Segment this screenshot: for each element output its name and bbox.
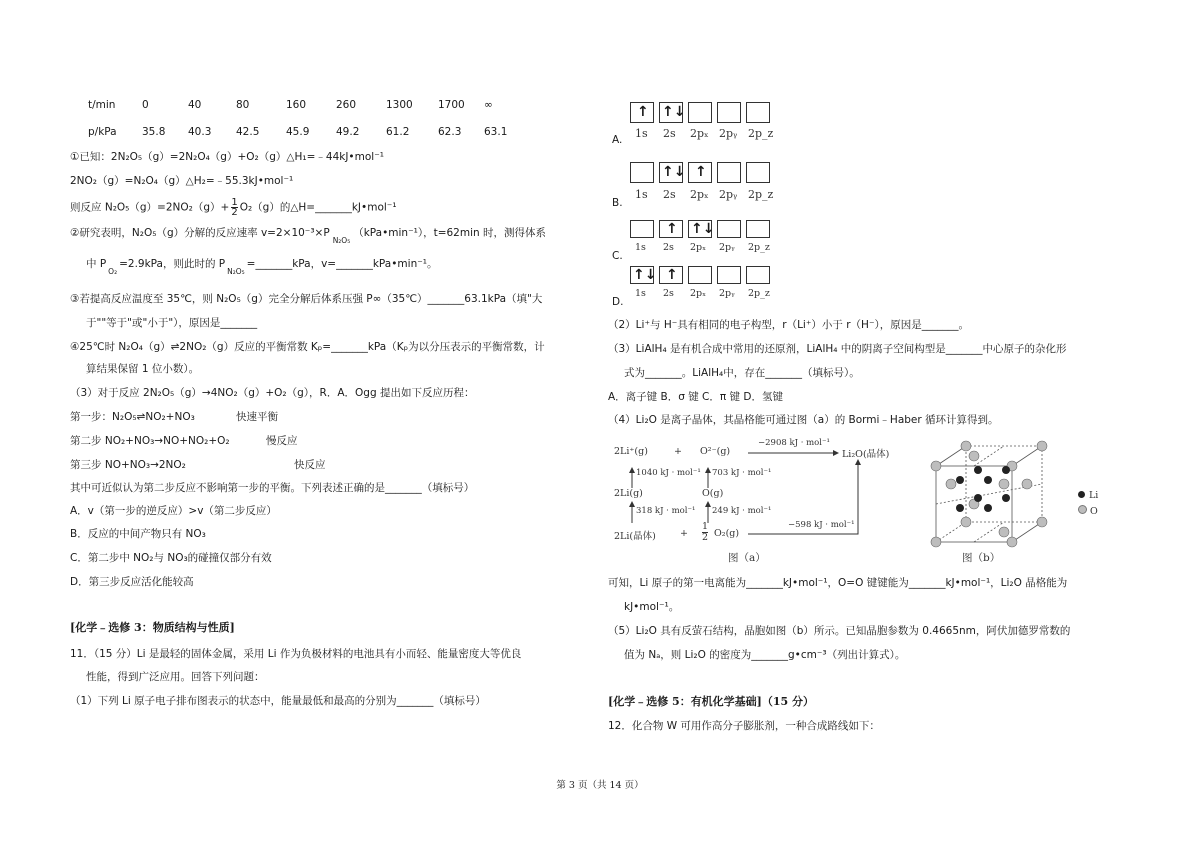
subscript: N₂O₅	[332, 236, 351, 245]
legend-o	[1078, 505, 1098, 517]
text-span: =2.9kPa，则此时的 P	[119, 258, 226, 270]
orbital-box	[630, 162, 654, 183]
cycle-label: Li₂O(晶体)	[842, 449, 890, 460]
orbital-box: ↑↓	[659, 162, 683, 183]
orbital-box	[717, 162, 741, 183]
orbital-box	[630, 220, 654, 238]
table-cell: 35.8	[142, 126, 166, 138]
step-rate: 慢反应	[266, 435, 298, 447]
orbital-label: 2p_z	[748, 127, 774, 140]
orbital-label: 2pₓ	[690, 188, 709, 201]
orbital-label: 2p_z	[748, 242, 770, 253]
orbital-box	[746, 266, 770, 284]
subscript: N₂O₅	[227, 267, 245, 276]
table-cell: 40.3	[188, 126, 212, 138]
orbital-label: 2s	[663, 288, 674, 299]
table-cell: 0	[142, 99, 149, 111]
section-title-3: [化学﹣选修 3：物质结构与性质]	[70, 621, 235, 634]
text-span: ②研究表明，N₂O₅（g）分解的反应速率 v=2×10⁻³×P	[70, 227, 330, 239]
legend-li	[1078, 490, 1098, 501]
born-haber-figure	[608, 438, 908, 568]
cycle-energy: 1040 kJ · mol⁻¹	[636, 468, 701, 478]
step-line	[70, 434, 298, 448]
orbital-box	[746, 102, 770, 123]
legend-label: Li	[1089, 490, 1099, 501]
cycle-label: O₂(g)	[714, 528, 740, 539]
step-rate: 快反应	[294, 459, 326, 471]
figure-caption-a: 图（a）	[728, 552, 766, 564]
cycle-label: +	[674, 446, 682, 457]
fraction-denominator: 2	[702, 532, 709, 543]
text-line: 算结果保留 1 位小数）。	[86, 363, 200, 375]
table-cell: 160	[286, 99, 307, 111]
cycle-label: +	[680, 528, 688, 539]
orbital-box	[688, 102, 712, 123]
table-label-pressure: p/kPa	[88, 126, 117, 138]
table-cell: 62.3	[438, 126, 462, 138]
orbital-box: ↑	[659, 266, 683, 284]
orbital-label: 2p_z	[748, 288, 770, 299]
orbital-box	[746, 220, 770, 238]
orbital-label: 2s	[663, 127, 676, 140]
step-text: 第一步：N₂O₅⇌NO₂+NO₃	[70, 411, 195, 423]
fraction	[231, 198, 237, 217]
li-dot-icon	[1078, 491, 1085, 498]
table-cell: 49.2	[336, 126, 360, 138]
cycle-energy: 318 kJ · mol⁻¹	[636, 506, 696, 516]
orbital-label: 2pᵧ	[719, 242, 735, 253]
orbital-box: ↑↓	[659, 102, 683, 123]
o-dot-icon	[1078, 505, 1087, 514]
text-line: （2）Li⁺与 H⁻具有相同的电子构型，r（Li⁺）小于 r（H⁻），原因是_______。	[608, 319, 969, 331]
text-line: 12．化合物 W 可用作高分子膨胀剂，一种合成路线如下：	[608, 720, 880, 732]
orbital-label: 2pₓ	[690, 288, 707, 299]
table-row-pressure	[88, 125, 524, 139]
orbital-label: 2pᵧ	[719, 188, 738, 201]
text-line	[70, 257, 438, 276]
text-line: ③若提高反应温度至 35℃，则 N₂O₅（g）完全分解后体系压强 P∞（35℃）_______63.1kPa（填"大	[70, 293, 543, 305]
orbital-label: 2pₓ	[690, 242, 707, 253]
orbital-label: 2pᵧ	[719, 288, 735, 299]
orbital-label: 1s	[635, 242, 646, 253]
crystal-cell-figure	[926, 440, 1066, 568]
fraction-numerator: 1	[231, 197, 238, 208]
text-span: （kPa•min⁻¹），t=62min 时，测得体系	[353, 227, 547, 239]
orbital-option-c: C.	[612, 250, 623, 262]
text-line: 性能，得到广泛应用。回答下列问题：	[86, 671, 265, 683]
table-cell: 63.1	[484, 126, 508, 138]
text-line	[70, 226, 547, 245]
orbital-box: ↑	[630, 102, 654, 123]
table-cell: 80	[236, 99, 250, 111]
text-line: （3）LiAlH₄ 是有机合成中常用的还原剂，LiAlH₄ 中的阴离子空间构型是_______中心原子的杂化形	[608, 343, 1067, 355]
text-line: 于""等于"或"小于"），原因是_______	[86, 317, 258, 329]
text-line: kJ•mol⁻¹。	[624, 601, 680, 613]
orbital-label: 1s	[635, 188, 648, 201]
cycle-label: O(g)	[702, 488, 724, 499]
cycle-label: 2Li(g)	[614, 488, 643, 499]
orbital-box	[717, 102, 741, 123]
legend-label: O	[1090, 506, 1098, 517]
table-cell: 1700	[438, 99, 465, 111]
option-c: C．第二步中 NO₂与 NO₃的碰撞仅部分有效	[70, 552, 272, 564]
fraction-denominator: 2	[231, 207, 238, 218]
table-cell: ∞	[484, 99, 493, 111]
cycle-label: O²⁻(g)	[700, 446, 731, 457]
orbital-box	[746, 162, 770, 183]
cycle-energy: 249 kJ · mol⁻¹	[712, 506, 772, 516]
table-row-time	[88, 98, 524, 112]
option-d: D．第三步反应活化能较高	[70, 576, 194, 588]
cycle-label: 2Li⁺(g)	[614, 446, 648, 457]
orbital-box	[688, 266, 712, 284]
orbital-label: 1s	[635, 127, 648, 140]
table-cell: 61.2	[386, 126, 410, 138]
text-line: （1）下列 Li 原子电子排布图表示的状态中，能量最低和最高的分别为_______（填标号）	[70, 695, 486, 707]
text-span: O₂（g）的△H=_______kJ•mol⁻¹	[239, 201, 397, 214]
step-text: 第三步 NO+NO₃→2NO₂	[70, 459, 186, 471]
table-cell: 260	[336, 99, 357, 111]
orbital-box	[717, 220, 741, 238]
cycle-fraction	[702, 522, 708, 543]
orbital-label: 1s	[635, 288, 646, 299]
cycle-energy: −598 kJ · mol⁻¹	[788, 520, 855, 530]
table-cell: 42.5	[236, 126, 260, 138]
figure-caption-b: 图（b）	[962, 552, 1001, 564]
table-label-time: t/min	[88, 99, 116, 111]
text-line: （4）Li₂O 是离子晶体，其晶格能可通过图（a）的 Bormi﹣Haber 循环计算得到。	[608, 414, 999, 426]
orbital-box: ↑↓	[688, 220, 712, 238]
orbital-box: ↑	[688, 162, 712, 183]
orbital-box: ↑↓	[630, 266, 654, 284]
text-line: 可知，Li 原子的第一电离能为_______kJ•mol⁻¹，O=O 键键能为_______kJ•mol⁻¹，Li₂O 晶格能为	[608, 577, 1068, 589]
text-line	[70, 198, 397, 217]
text-line: 式为_______。LiAlH₄中，存在_______（填标号）。	[624, 367, 860, 379]
cycle-energy: 703 kJ · mol⁻¹	[712, 468, 772, 478]
fraction-numerator: 1	[702, 521, 709, 532]
orbital-option-d: D.	[612, 296, 624, 308]
text-line: 2NO₂（g）=N₂O₄（g）△H₂=﹣55.3kJ•mol⁻¹	[70, 175, 294, 187]
orbital-label: 2s	[663, 242, 674, 253]
option-a: A．v（第一步的逆反应）>v（第二步反应）	[70, 505, 277, 517]
orbital-label: 2pᵧ	[719, 127, 738, 140]
orbital-label: 2pₓ	[690, 127, 709, 140]
text-line: （3）对于反应 2N₂O₅（g）→4NO₂（g）+O₂（g），R．A．Ogg 提出如下反应历程：	[70, 387, 475, 399]
crystal-legend	[1078, 490, 1098, 517]
step-line	[70, 458, 326, 472]
text-line: ④25℃时 N₂O₄（g）⇌2NO₂（g）反应的平衡常数 Kₚ=_______kPa（Kₚ为以分压表示的平衡常数，计	[70, 341, 545, 353]
text-line: A．离子键 B．σ 键 C．π 键 D．氢键	[608, 391, 783, 403]
section-title-5: [化学﹣选修 5：有机化学基础]（15 分）	[608, 695, 815, 708]
step-line	[70, 410, 278, 424]
text-span: 中 P	[86, 258, 107, 270]
page-footer: 第 3 页（共 14 页）	[556, 780, 644, 791]
orbital-option-b: B.	[612, 197, 623, 209]
crystal-cell-svg	[926, 440, 1066, 560]
subscript: O₂	[108, 267, 118, 276]
step-text: 第二步 NO₂+NO₃→NO+NO₂+O₂	[70, 435, 230, 447]
orbital-label: 2s	[663, 188, 676, 201]
text-line: 11．（15 分）Li 是最轻的固体金属，采用 Li 作为负极材料的电池具有小而轻、能量密度大等优良	[70, 648, 522, 660]
step-rate: 快速平衡	[236, 411, 278, 423]
text-line: ①已知：2N₂O₅（g）=2N₂O₄（g）+O₂（g）△H₁=﹣44kJ•mol⁻¹	[70, 151, 384, 163]
cycle-label: 2Li(晶体)	[614, 531, 656, 542]
text-span: 则反应 N₂O₅（g）=2NO₂（g）+	[70, 201, 230, 214]
text-line: （5）Li₂O 具有反萤石结构，晶胞如图（b）所示。已知晶胞参数为 0.4665nm，阿伏加德罗常数的	[608, 625, 1071, 637]
text-line: 其中可近似认为第二步反应不影响第一步的平衡。下列表述正确的是_______（填标号）	[70, 482, 475, 494]
table-cell: 1300	[386, 99, 413, 111]
text-line: 值为 Nₐ，则 Li₂O 的密度为_______g•cm⁻³（列出计算式）。	[624, 649, 906, 661]
orbital-box	[717, 266, 741, 284]
table-cell: 40	[188, 99, 202, 111]
text-span: =_______kPa，v=_______kPa•min⁻¹。	[246, 258, 438, 270]
table-cell: 45.9	[286, 126, 310, 138]
orbital-box: ↑	[659, 220, 683, 238]
cycle-energy: −2908 kJ · mol⁻¹	[758, 438, 830, 448]
option-b: B．反应的中间产物只有 NO₃	[70, 528, 206, 540]
orbital-label: 2p_z	[748, 188, 774, 201]
orbital-option-a: A.	[612, 134, 623, 146]
